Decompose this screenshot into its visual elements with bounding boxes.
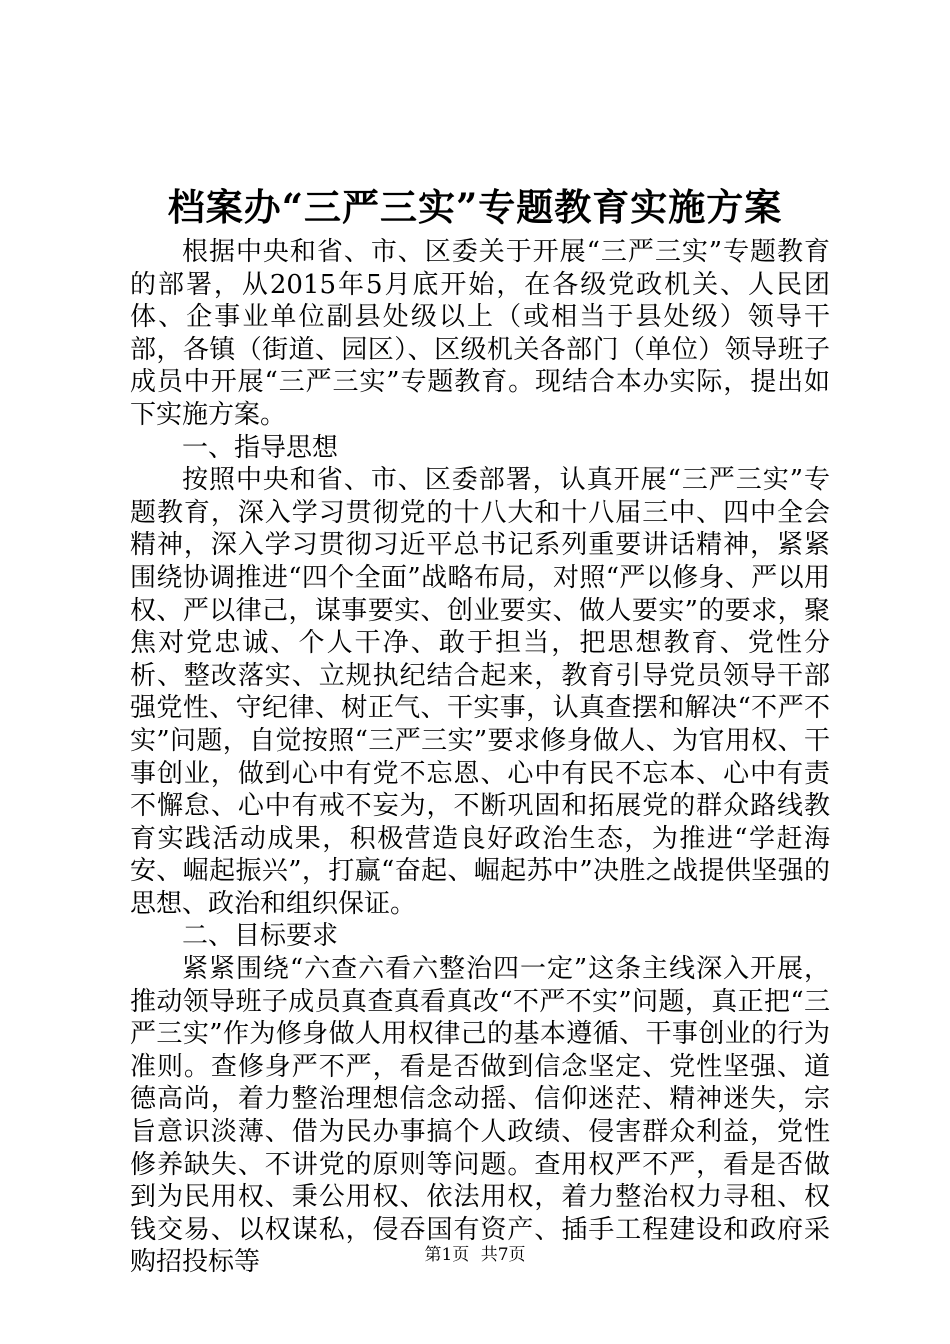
page-footer	[0, 1243, 950, 1267]
guiding-ideology-paragraph: 按照中央和省、市、区委部署，认真开展“三严三实”专题教育，深入学习贯彻党的十八大和十八届三中、四中全会精神，深入学习贯彻习近平总书记系列重要讲话精神，紧紧围绕协调推进“四个全面”战略布局，对照“严以修身、严以用权、严以律己，谋事要实、创业要实、做人要实”的要求，聚焦对党忠诚、个人干净、敢于担当，把思想教育、党性分析、整改落实、立规执纪结合起来，教育引导党员领导干部强党性、守纪律、树正气、干实事，认真查摆和解决“不严不实”问题，自觉按照“三严三实”要求修身做人、为官用权、干事创业，做到心中有党不忘恩、心中有民不忘本、心中有责不懈怠、心中有戒不妄为，不断巩固和拓展党的群众路线教育实践活动成果，积极营造良好政治生态，为推进“学赶海安、崛起振兴”，打赢“奋起、崛起苏中”决胜之战提供坚强的思想、政治和组织保证。	[130, 465, 830, 919]
document-body	[130, 236, 830, 1279]
section-heading-goals: 二、目标要求	[182, 921, 339, 952]
document-title: 档案办“三严三实”专题教育实施方案	[167, 185, 783, 229]
page-number: 第1页	[424, 1245, 470, 1265]
page-total: 共7页	[480, 1245, 526, 1265]
intro-paragraph: 根据中央和省、市、区委关于开展“三严三实”专题教育的部署，从2015年5月底开始，在各级党政机关、人民团体、企事业单位副县处级以上（或相当于县处级）领导干部，各镇（街道、园区）、区级机关各部门（单位）领导班子成员中开展“三严三实”专题教育。现结合本办实际，提出如下实施方案。	[130, 237, 830, 430]
goals-paragraph: 紧紧围绕“六查六看六整治四一定”这条主线深入开展，推动领导班子成员真查真看真改“不严不实”问题，真正把“三严三实”作为修身做人用权律己的基本遵循、干事创业的行为准则。查修身严不严，看是否做到信念坚定、党性坚强、道德高尚，着力整治理想信念动摇、信仰迷茫、精神迷失，宗旨意识淡薄、借为民办事搞个人政绩、侵害群众利益，党性修养缺失、不讲党的原则等问题。查用权严不严，看是否做到为民用权、秉公用权、依法用权，着力整治权力寻租、权钱交易、以权谋私，侵吞国有资产、插手工程建设和政府采购招投标等	[130, 954, 830, 1278]
section-heading-guiding-ideology: 一、指导思想	[182, 432, 339, 463]
